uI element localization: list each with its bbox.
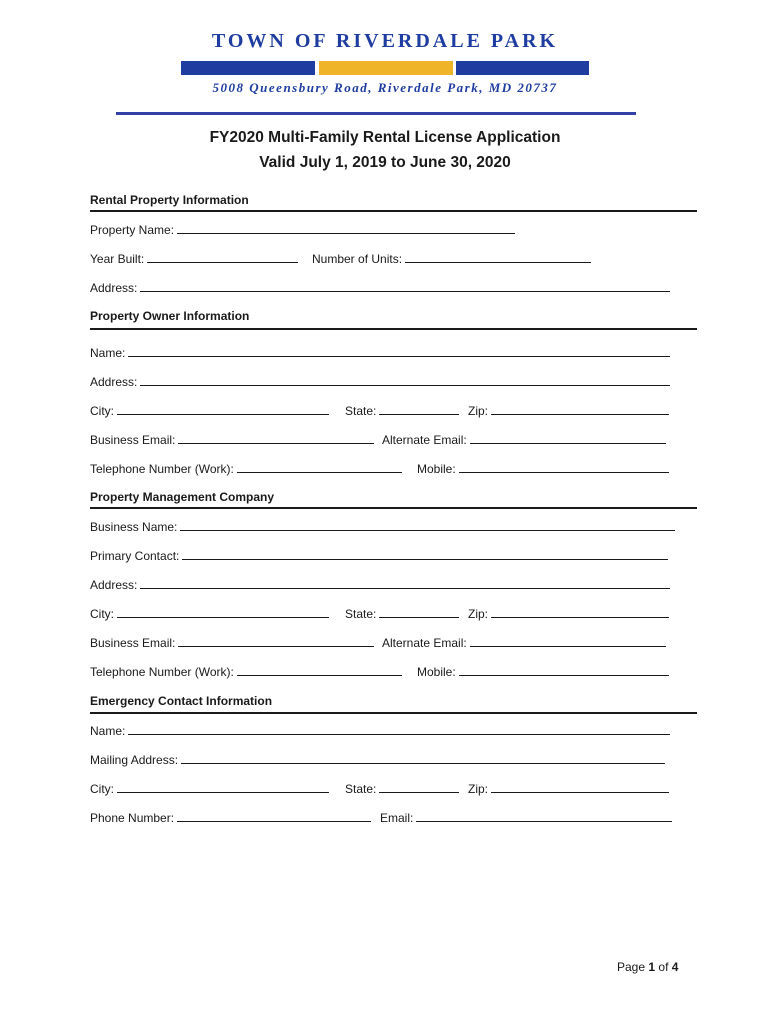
mgmt-business-name-label: Business Name: [90,520,178,534]
emergency-name-field[interactable] [90,723,670,738]
emergency-name-label: Name: [90,724,126,738]
page-footer [617,960,678,974]
emergency-state-label: State: [345,782,377,796]
mgmt-mobile-field[interactable] [417,664,669,679]
mgmt-telephone-blank[interactable] [237,664,402,676]
emergency-zip-field[interactable] [468,781,669,796]
section-heading-owner: Property Owner Information [90,309,250,323]
emergency-phone-field[interactable] [90,810,371,825]
town-name: TOWN OF RIVERDALE PARK [211,30,559,52]
mgmt-state-blank[interactable] [379,606,459,618]
owner-mobile-field[interactable] [417,461,669,476]
mgmt-city-blank[interactable] [117,606,329,618]
owner-state-blank[interactable] [379,403,459,415]
emergency-name-blank[interactable] [128,723,670,735]
page-label: Page [617,960,646,974]
owner-business-email-blank[interactable] [178,432,374,444]
header-rule [116,112,636,115]
mgmt-zip-field[interactable] [468,606,669,621]
mgmt-primary-contact-label: Primary Contact: [90,549,180,563]
emergency-phone-blank[interactable] [177,810,371,822]
page-current: 1 [648,960,656,974]
owner-alternate-email-blank[interactable] [470,432,666,444]
owner-zip-label: Zip: [468,404,489,418]
owner-zip-blank[interactable] [491,403,669,415]
emergency-email-label: Email: [380,811,414,825]
year-built-label: Year Built: [90,252,145,266]
owner-telephone-field[interactable] [90,461,402,476]
mgmt-telephone-field[interactable] [90,664,402,679]
emergency-phone-label: Phone Number: [90,811,175,825]
mgmt-alternate-email-blank[interactable] [470,635,666,647]
page-total: 4 [671,960,679,974]
owner-business-email-label: Business Email: [90,433,176,447]
section-heading-rental: Rental Property Information [90,193,249,207]
emergency-city-blank[interactable] [117,781,329,793]
owner-mobile-blank[interactable] [459,461,669,473]
emergency-email-blank[interactable] [416,810,672,822]
owner-address-field[interactable] [90,374,670,389]
form-title: FY2020 Multi-Family Rental License Application [209,129,561,146]
mgmt-address-blank[interactable] [140,577,670,589]
owner-name-label: Name: [90,346,126,360]
town-address: 5008 Queensbury Road, Riverdale Park, MD 20737 [212,80,558,95]
owner-business-email-field[interactable] [90,432,374,447]
owner-address-blank[interactable] [140,374,670,386]
form-validity: Valid July 1, 2019 to June 30, 2020 [259,154,511,171]
owner-mobile-label: Mobile: [417,462,456,476]
emergency-zip-blank[interactable] [491,781,669,793]
owner-alternate-email-label: Alternate Email: [382,433,467,447]
blue-bar-right [456,61,589,75]
property-name-field[interactable] [90,222,515,237]
emergency-state-blank[interactable] [379,781,459,793]
rental-address-blank[interactable] [140,280,670,292]
mgmt-business-name-blank[interactable] [180,519,675,531]
section-rule-owner [90,328,697,330]
mgmt-mobile-label: Mobile: [417,665,456,679]
owner-state-field[interactable] [345,403,459,418]
number-of-units-blank[interactable] [405,251,591,263]
emergency-city-label: City: [90,782,114,796]
emergency-mailing-blank[interactable] [181,752,665,764]
emergency-zip-label: Zip: [468,782,489,796]
emergency-state-field[interactable] [345,781,459,796]
emergency-mailing-label: Mailing Address: [90,753,179,767]
rental-address-label: Address: [90,281,138,295]
section-rule-management [90,507,697,509]
mgmt-alternate-email-label: Alternate Email: [382,636,467,650]
blue-bar-left [181,61,315,75]
page-of: of [658,960,669,974]
mgmt-business-email-blank[interactable] [178,635,374,647]
mgmt-zip-label: Zip: [468,607,489,621]
owner-telephone-label: Telephone Number (Work): [90,462,234,476]
emergency-city-field[interactable] [90,781,329,796]
section-rule-emergency [90,712,697,714]
mgmt-business-email-field[interactable] [90,635,374,650]
section-heading-emergency: Emergency Contact Information [90,694,273,708]
gold-bar-center [319,61,453,75]
property-name-label: Property Name: [90,223,175,237]
owner-city-label: City: [90,404,114,418]
owner-address-label: Address: [90,375,138,389]
mgmt-primary-contact-field[interactable] [90,548,668,563]
mgmt-mobile-blank[interactable] [459,664,669,676]
emergency-email-field[interactable] [380,810,672,825]
mgmt-city-label: City: [90,607,114,621]
property-name-blank[interactable] [177,222,515,234]
owner-city-field[interactable] [90,403,329,418]
mgmt-alternate-email-field[interactable] [382,635,666,650]
owner-telephone-blank[interactable] [237,461,402,473]
mgmt-telephone-label: Telephone Number (Work): [90,665,234,679]
owner-zip-field[interactable] [468,403,669,418]
mgmt-city-field[interactable] [90,606,329,621]
number-of-units-label: Number of Units: [312,252,403,266]
owner-alternate-email-field[interactable] [382,432,666,447]
mgmt-address-field[interactable] [90,577,670,592]
section-rule-rental [90,210,697,212]
mgmt-business-email-label: Business Email: [90,636,176,650]
section-heading-management: Property Management Company [90,490,275,504]
owner-state-label: State: [345,404,377,418]
mgmt-business-name-field[interactable] [90,519,675,534]
owner-name-blank[interactable] [128,345,670,357]
mgmt-zip-blank[interactable] [491,606,669,618]
owner-city-blank[interactable] [117,403,329,415]
mgmt-primary-contact-blank[interactable] [182,548,668,560]
owner-name-field[interactable] [90,345,670,360]
header-color-bars [181,61,589,75]
year-built-blank[interactable] [147,251,298,263]
mgmt-state-field[interactable] [345,606,459,621]
emergency-mailing-field[interactable] [90,752,665,767]
mgmt-address-label: Address: [90,578,138,592]
rental-address-field[interactable] [90,280,670,295]
mgmt-state-label: State: [345,607,377,621]
year-built-field[interactable] [90,251,298,266]
number-of-units-field[interactable] [312,251,591,266]
